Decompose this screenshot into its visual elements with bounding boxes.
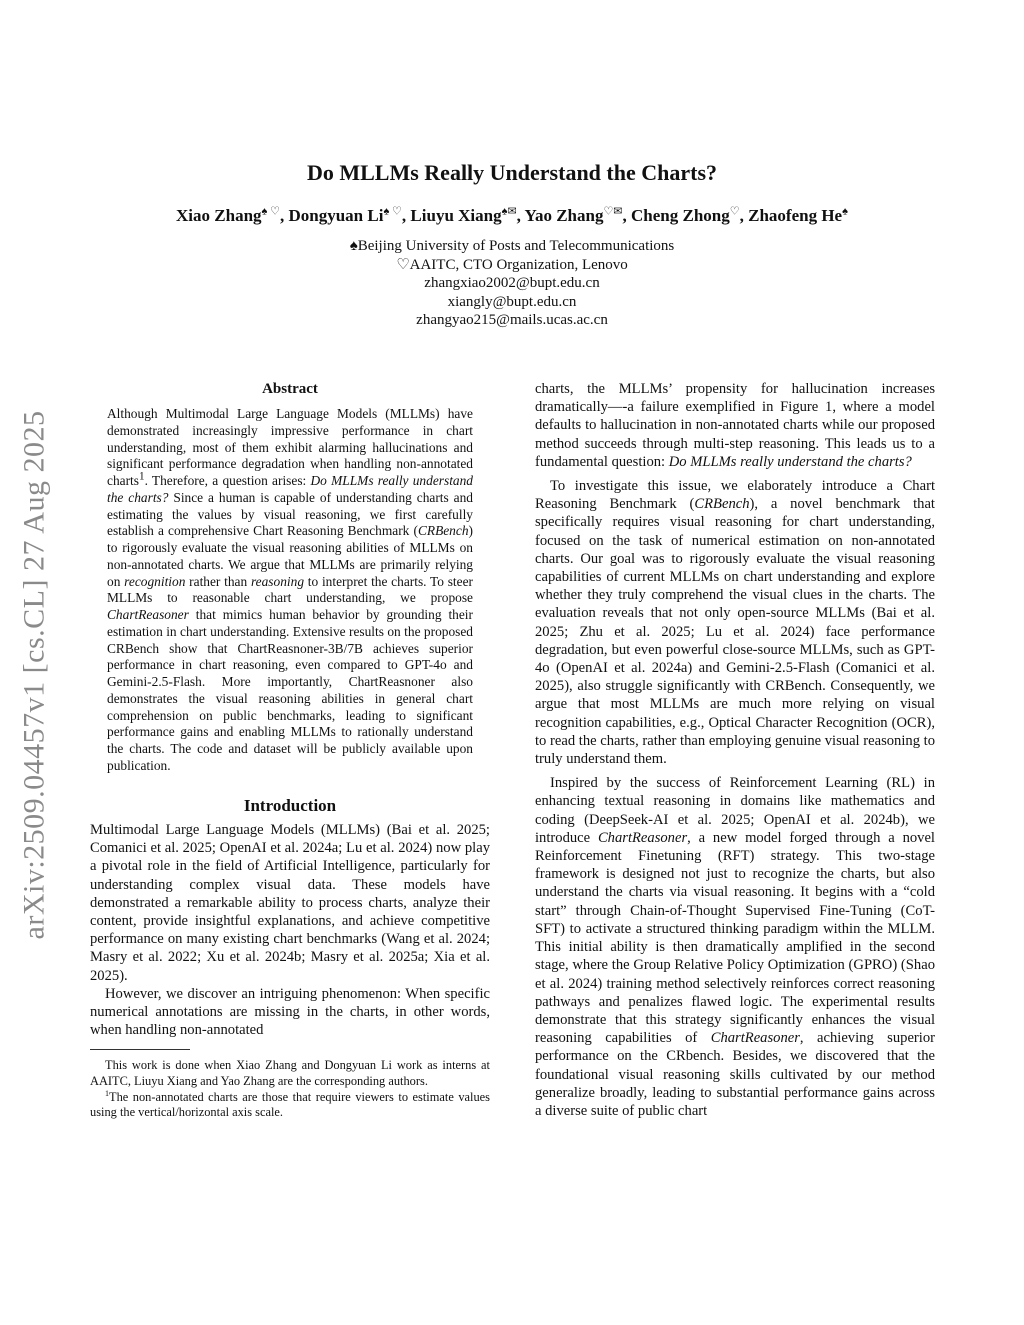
affiliations (0, 237, 1024, 330)
paper-title: Do MLLMs Really Understand the Charts? (306, 160, 718, 185)
arxiv-stamp (2, 370, 66, 980)
footnote-1: $^1$The non-annotated charts are those that require viewers to estimate values using the vertical/horizontal axis scale. (90, 1088, 490, 1120)
body-paragraph: Inspired by the success of Reinforcement Learning (RL) in enhancing textual reasoning in domains like mathematics and coding (DeepSeek-AI et al. 2025; OpenAI et al. 2024b), we introduce ChartReasoner, a new model forged through a novel Reinforcement Finetuning (RFT) strategy. This two-stage framework is designed not just to recognize the charts, but also understand the charts via visual reasoning. It begins with a “cold start” through Chain-of-Thought Supervised Fine-Tuning (CoT-SFT) to activate a structured thinking paradigm within the MLLM. This initial ability is then dramatically amplified in the second stage, where the Group Relative Policy Optimization (GPRO) (Shao et al. 2024) training method selectively reinforces correct reasoning pathways and penalizes flawed logic. The experimental results demonstrate that this strategy significantly enhances the visual reasoning capabilities of ChartReasoner, achieving superior performance on the CRbench. Besides, we discovered that the foundational visual reasoning skills cultivated by our method generalize broadly, leading to substantial performance gains across a diverse suite of public chart (535, 775, 936, 1119)
affiliation-lenovo: ♡AAITC, CTO Organization, Lenovo (396, 256, 628, 273)
footnote-internship: This work is done when Xiao Zhang and Dongyuan Li work as interns at AAITC, Liuyu Xiang and Yao Zhang are the corresponding authors. (90, 1058, 490, 1088)
body-paragraph: charts, the MLLMs’ propensity for hallucination increases dramatically—-a failure exemplified in Figure 1, where a model defaults to hallucination in non-annotated charts while our proposed method succeeds through multi-step reasoning. This leads us to a fundamental question: Do MLLMs really understand the charts? (535, 381, 935, 470)
author: Xiao Zhang♠ ♡, (176, 205, 289, 225)
intro-paragraph: However, we discover an intriguing phenomenon: When specific numerical annotations are missing in the charts, in other words, when handling non-annotated (90, 985, 490, 1039)
right-column (535, 380, 935, 1120)
email: zhangxiao2002@bupt.edu.cn (424, 275, 600, 292)
abstract-heading: Abstract (262, 381, 318, 397)
footnote-divider (90, 1049, 190, 1050)
introduction-heading: Introduction (243, 795, 337, 815)
abstract-text: Although Multimodal Large Language Models (MLLMs) have demonstrated increasingly impressive performance in chart understanding, most of them exhibit alarming hallucinations and significant performance degradation when handling non-annotated charts$^1$. Therefore, a question arises: Do MLLMs really understand the charts? Since a human is capable of understanding charts and estimating the values by visual reasoning, we first carefully establish a comprehensive Chart Reasoning Benchmark (CRBench) to rigorously evaluate the visual reasoning abilities of MLLMs on non-annotated charts. We argue that MLLMs are primarily relying on recognition rather than reasoning to interpret the charts. To steer MLLMs to reasonable chart understanding, we propose ChartReasoner that mimics human behavior by grounding their estimation in chart understanding. Extensive results on the proposed CRBench show that ChartReasnoner-3B/7B achieves superior performance in chart reasoning, even compared to GPT-4o and Gemini-2.5-Flash. More importantly, ChartReasnoner also demonstrates the visual reasoning abilities in general chart comprehension on public benchmarks, leading to significant performance gains and enabling MLLMs to rationally understand the charts. The code and dataset will be publicly available upon publication. (107, 406, 473, 773)
left-column (90, 380, 490, 1121)
email: zhangyao215@mails.ucas.ac.cn (416, 312, 608, 329)
intro-paragraph: Multimodal Large Language Models (MLLMs) (Bai et al. 2025; Comanici et al. 2025; OpenAI et al. 2024a; Lu et al. 2024) now play a pivotal role in the field of Artificial Intelligence, particularly for understanding complex visual data. These models have demonstrated a remarkable ability to process charts, analyze their content, provide insightful explanations, and achieve competitive performance on many existing chart benchmarks (Wang et al. 2024; Masry et al. 2022; Xu et al. 2024b; Masry et al. 2025a; Xia et al. 2025). (90, 821, 490, 984)
author: Cheng Zhong♡, (631, 205, 749, 225)
author: Dongyuan Li♠ ♡, (288, 205, 411, 225)
affiliation-bupt: ♠Beijing University of Posts and Telecommunications (349, 238, 675, 254)
author: Zhaofeng He♠ (748, 205, 848, 225)
author-list (0, 206, 1024, 226)
email: xiangly@bupt.edu.cn (447, 293, 577, 310)
body-paragraph: To investigate this issue, we elaborately introduce a Chart Reasoning Benchmark (CRBench), a novel benchmark that specifically requires visual reasoning for chart understanding, focused on the task of numerical estimation on non-annotated charts. Our goal was to rigorously evaluate the visual reasoning capabilities of current MLLMs on chart understanding and explore whether they truly comprehend the visual clues in the charts. The evaluation reveals that not only open-source MLLMs (Bai et al. 2025; Zhu et al. 2025; Lu et al. 2024) face performance degradation, but even powerful close-source MLLMs, such as GPT-4o (OpenAI et al. 2024a) and Gemini-2.5-Flash (Comanici et al. 2025), also struggle significantly with CRBench. Consequently, we argue that most MLLMs are much more relying on visual recognition capabilities, e.g., Optical Character Recognition (OCR), to read the charts, rather than employing genuine visual reasoning to truly understand them. (535, 478, 935, 768)
author: Yao Zhang♡✉, (524, 205, 632, 225)
author: Liuyu Xiang♠✉, (410, 205, 525, 225)
arxiv-stamp-text: arXiv:2509.04457v1 [cs.CL] 27 Aug 2025 (17, 410, 50, 940)
